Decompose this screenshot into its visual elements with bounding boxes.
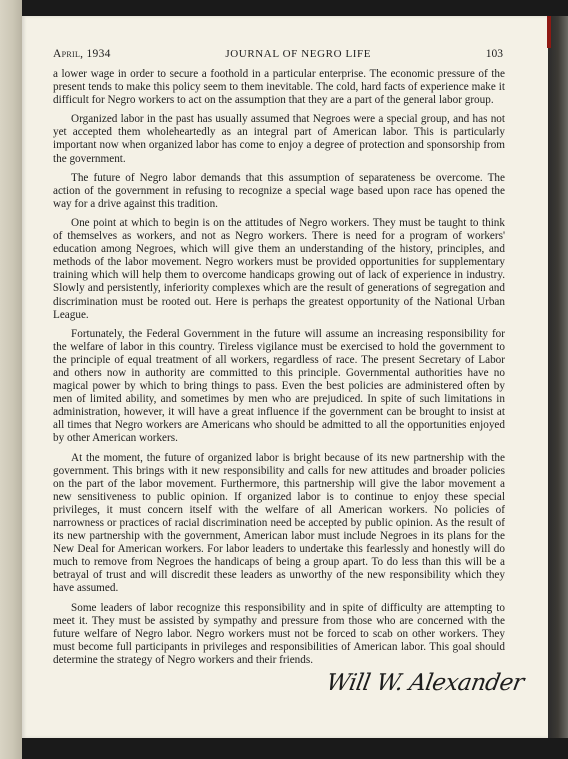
paragraph: At the moment, the future of organized labor is bright because of its new partnership with the government. This brings with it new responsibility and calls for new attitudes and broader policies on the part of the labor movement. Furthermore, this partnership will give the labor movement a new sensitiveness to public opinion. If organized labor is to continue to enjoy these special privileges, it must concern itself with the welfare of all American workers. No policies of narrowness or practices of racial discrimination need be accepted by public opinion. As the result of its new partnership with the government, American labor must include Negroes in its plans for the New Deal for American workers. For labor leaders to undertake this fearlessly and honestly will do much to remove from Negroes the handicaps of being a group apart. To do less than this will be a betrayal of trust and will discredit these leaders as unworthy of the new responsibility which they have assumed. (53, 451, 505, 595)
book-spine (0, 0, 22, 759)
paragraph: One point at which to begin is on the attitudes of Negro workers. They must be taught to think of themselves as workers, and not as Negro workers. There is need for a program of workers' education among Negroes, which will give them an understanding of the history, principles, and methods of the labor movement. Negro workers must be provided opportunities for supplementary training which will help them to overcome handicaps growing out of lack of experience in industry. Slowly and persistently, inferiority complexes which are the result of generations of segregation and discrimination must be rooted out. Here is perhaps the greatest opportunity of the National Urban League. (53, 216, 505, 321)
paragraph: The future of Negro labor demands that this assumption of separateness be overcome. The action of the government in refusing to recognize a special wage based upon race has opened the way for a drive against this tradition. (53, 171, 505, 210)
paragraph: Fortunately, the Federal Government in the future will assume an increasing responsibility for the welfare of labor in this country. Tireless vigilance must be exercised to hold the government to the principle of equal treatment of all workers, regardless of race. The present Secretary of Labor and others now in authority are committed to this principle. Governmental authorities have no magical power by which to bring things to pass. Even the best policies are administered often by men of limited ability, and sometimes by men who are prejudiced. In spite of such limitations in administration, however, it will have a great influence if the government can be brought to insist at all times that Negro workers are Americans who should be admitted to all the opportunities enjoyed by other American workers. (53, 327, 505, 445)
page-number: 103 (485, 48, 503, 60)
bookmark-ribbon (547, 16, 551, 48)
paragraph: Some leaders of labor recognize this responsibility and in spite of difficulty are attempting to meet it. They must be assisted by sympathy and pressure from those who are concerned with the future welfare of Negro labor. Negro workers must not be forced to scab on other workers. They must become full participants in privileges and responsibilities of American labor. This goal should determine the strategy of Negro workers and their friends. (53, 601, 505, 666)
paragraph: Organized labor in the past has usually assumed that Negroes were a special group, and has not yet accepted them wholeheartedly as an integral part of American labor. This is particularly important now when organized labor has come to enjoy a degree of protection and sponsorship from the government. (53, 113, 505, 165)
paragraph: a lower wage in order to secure a foothold in a particular enterprise. The economic pressure of the present tends to make this policy seem to them inevitable. The cold, hard facts of experience make it difficult for Negro workers to act on the assumption that they are a part of the general labor group. (53, 68, 505, 107)
header-date: April, 1934 (53, 48, 111, 60)
handwritten-signature: Will W. Alexander (324, 670, 526, 696)
journal-title: JOURNAL OF NEGRO LIFE (225, 48, 372, 60)
running-header (53, 48, 503, 66)
page-edge (548, 16, 568, 738)
article-body (53, 68, 505, 673)
